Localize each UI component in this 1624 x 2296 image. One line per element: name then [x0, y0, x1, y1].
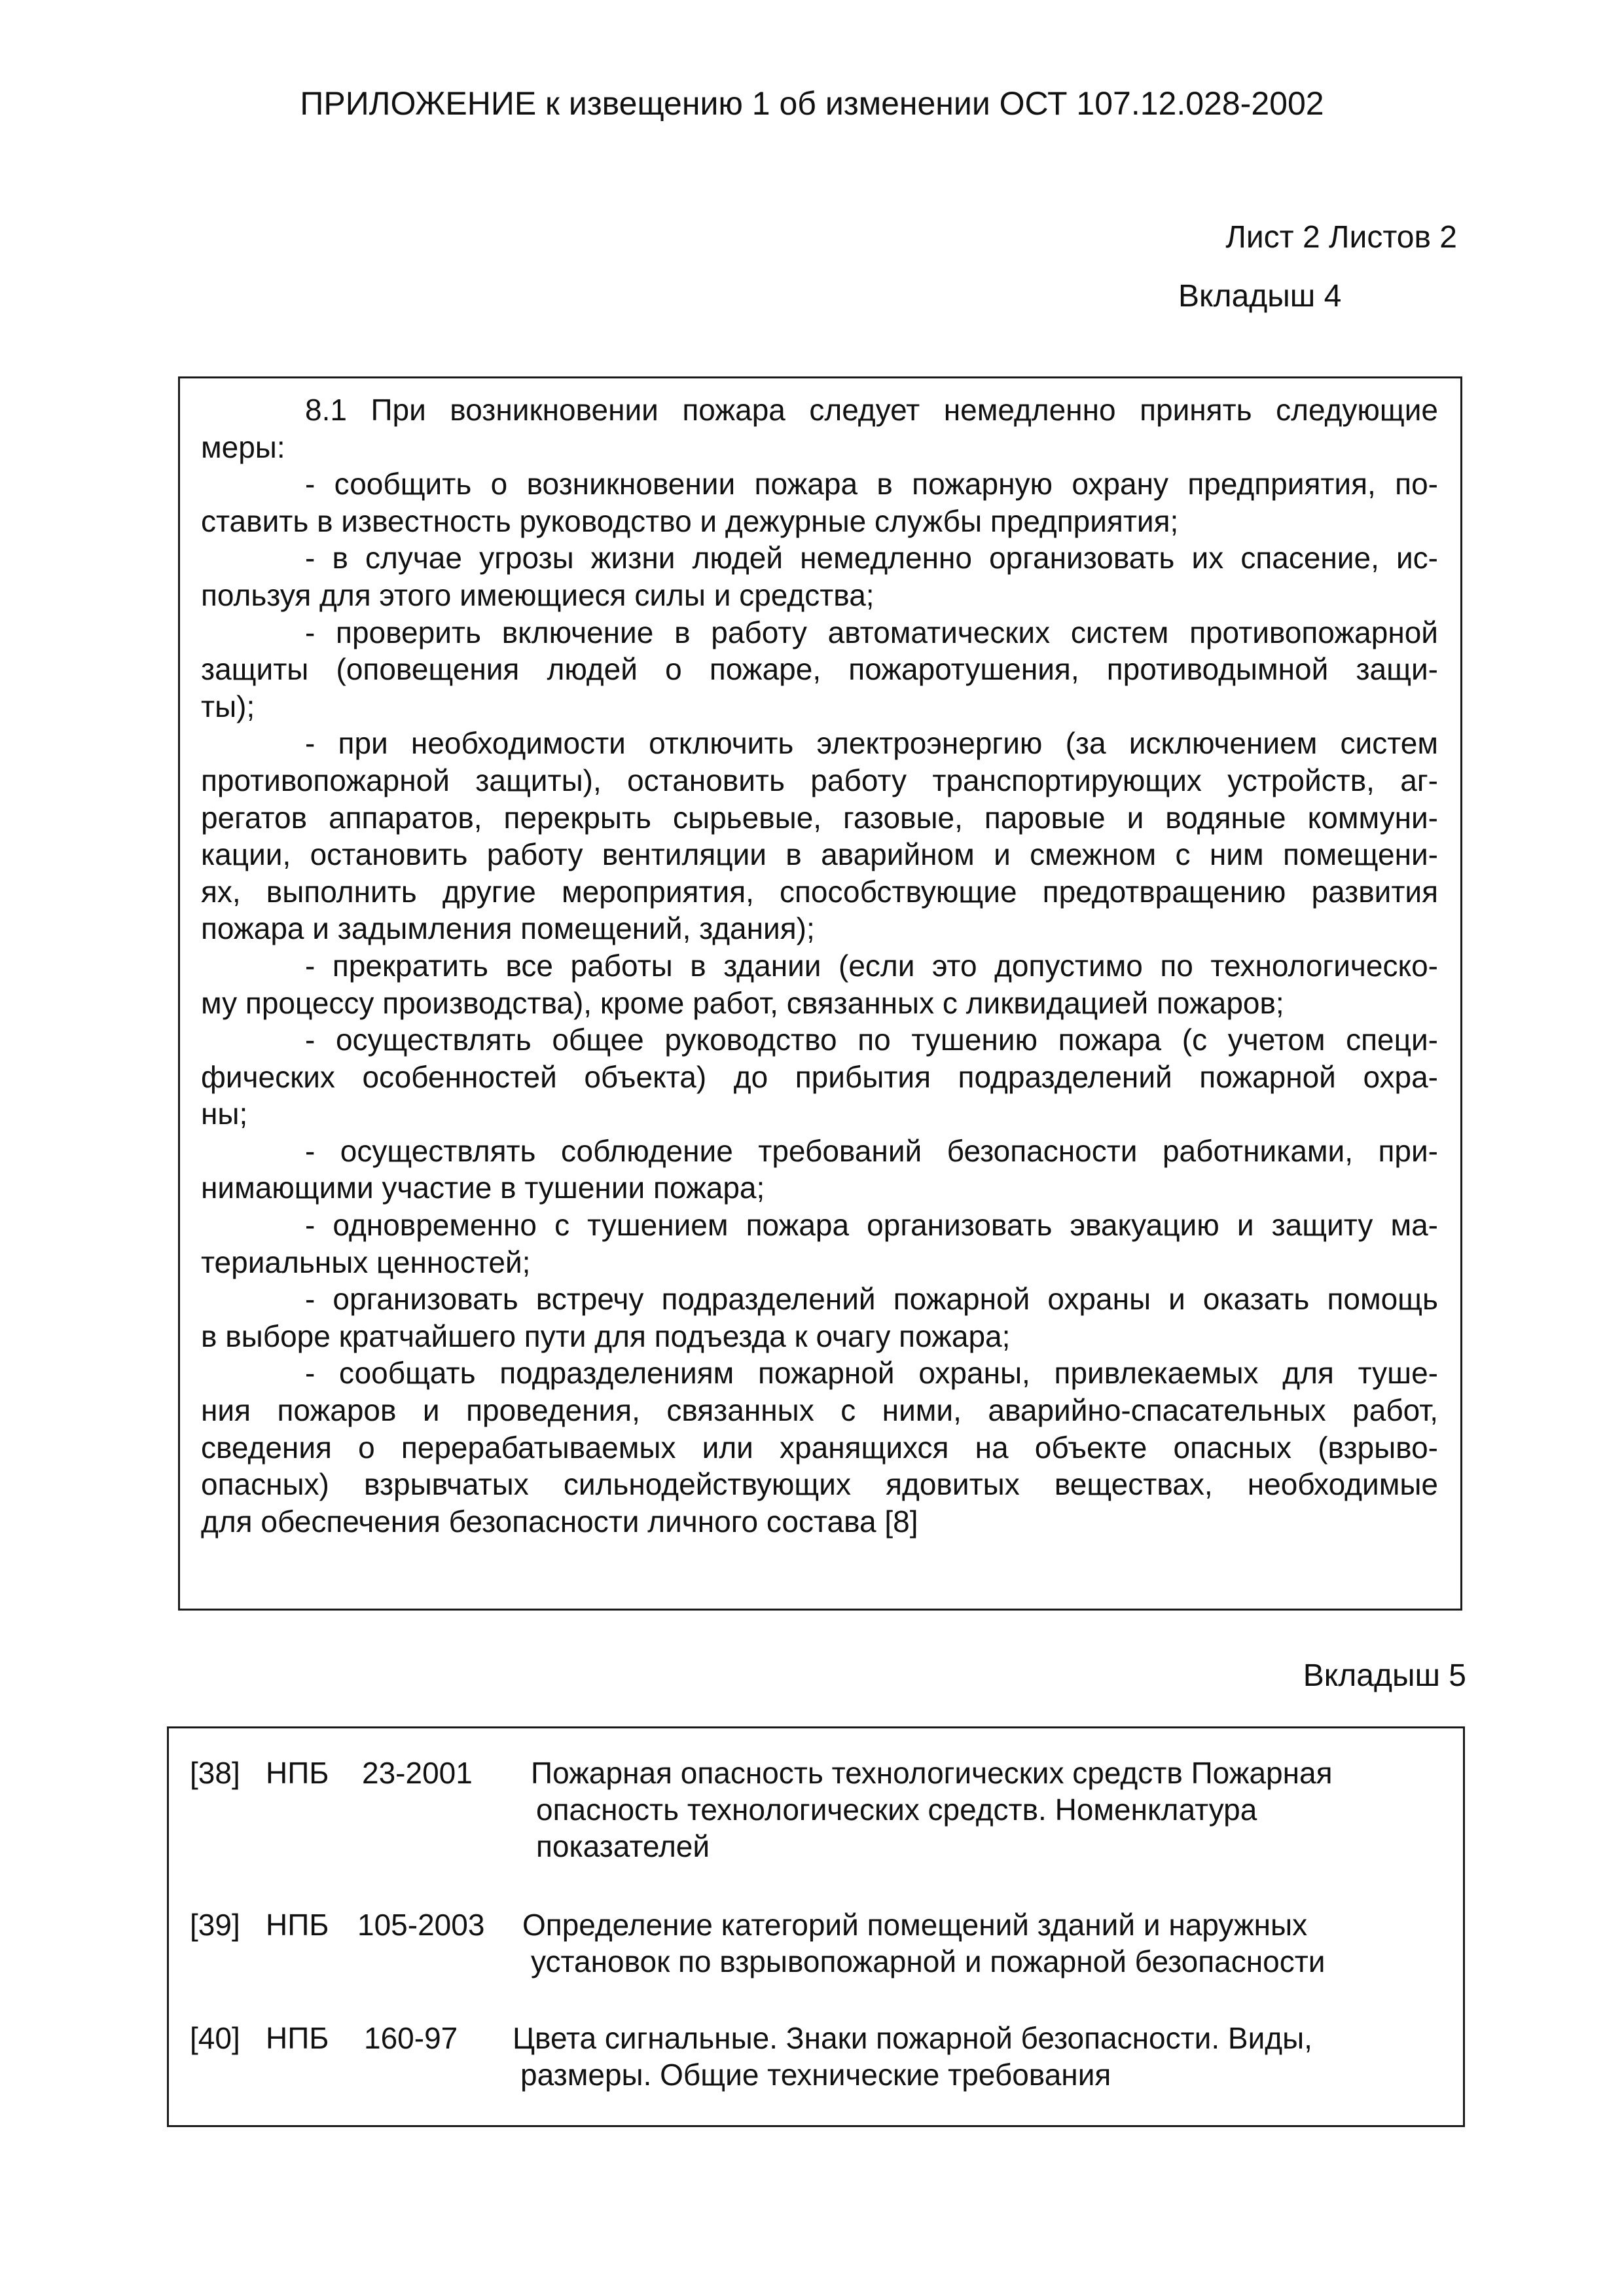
reference-entry	[169, 2020, 1463, 2098]
text-line: для обеспечения безопасности личного состава [8]	[201, 1504, 918, 1539]
reference-number: [40]	[190, 2021, 240, 2055]
text-line: му процессу производства), кроме работ, связанных с ликвидацией пожаров;	[201, 985, 1284, 1020]
reference-entry	[169, 1906, 1463, 1985]
reference-code: 160-97	[364, 2021, 458, 2055]
text-line: ны;	[201, 1097, 248, 1131]
reference-org: НПБ	[266, 2021, 329, 2055]
text-line: - проверить включение в работу автоматических систем противопожарной	[305, 615, 1438, 649]
text-line: - при необходимости отключить электроэнергию (за исключением систем	[305, 726, 1438, 761]
text-line: ях, выполнить другие мероприятия, способствующие предотвращению развития	[201, 874, 1438, 909]
reference-title-line: Определение категорий помещений зданий и наружных	[522, 1908, 1308, 1942]
reference-org: НПБ	[266, 1756, 329, 1790]
reference-title	[531, 1755, 1333, 1865]
text-line: 8.1 При возникновении пожара следует немедленно принять следующие	[305, 393, 1438, 427]
text-line: фических особенностей объекта) до прибытия подразделений пожарной охра-	[201, 1059, 1438, 1094]
section-8-1-frame	[178, 376, 1462, 1611]
reference-title-line: показателей	[536, 1829, 710, 1863]
references-frame	[167, 1726, 1465, 2127]
text-line: пользуя для этого имеющиеся силы и средства;	[201, 577, 875, 612]
text-line: - одновременно с тушением пожара организовать эвакуацию и защиту ма-	[305, 1208, 1438, 1243]
text-line: - сообщить о возникновении пожара в пожарную охрану предприятия, по-	[305, 467, 1438, 501]
text-line: противопожарной защиты), остановить работу транспортирующих устройств, аг-	[201, 763, 1438, 797]
text-line: ставить в известность руководство и дежурные службы предприятия;	[201, 503, 1179, 538]
sheet-info: Лист 2 Листов 2	[1225, 220, 1457, 255]
text-line: кации, остановить работу вентиляции в аварийном и смежном с ним помещени-	[201, 837, 1438, 872]
text-line: - прекратить все работы в здании (если это допустимо по технологическо-	[305, 948, 1438, 983]
text-line: регатов аппаратов, перекрыть сырьевые, газовые, паровые и водяные коммуни-	[201, 800, 1438, 835]
reference-title-line: Цвета сигнальные. Знаки пожарной безопасности. Виды,	[513, 2021, 1312, 2055]
text-line: - осуществлять соблюдение требований безопасности работниками, при-	[305, 1133, 1438, 1168]
reference-code: 105-2003	[357, 1908, 485, 1942]
text-line: нимающими участие в тушении пожара;	[201, 1171, 765, 1205]
reference-title-line: опасность технологических средств. Номенклатура	[536, 1793, 1257, 1827]
text-line: - в случае угрозы жизни людей немедленно организовать их спасение, ис-	[305, 541, 1438, 575]
reference-title-line: установок по взрывопожарной и пожарной безопасности	[531, 1944, 1326, 1978]
reference-number: [38]	[190, 1756, 240, 1790]
text-line: териальных ценностей;	[201, 1245, 531, 1279]
text-line: пожара и задымления помещений, здания);	[201, 911, 815, 946]
reference-title-line: Пожарная опасность технологических средств Пожарная	[531, 1756, 1333, 1790]
reference-number: [39]	[190, 1908, 240, 1942]
section-8-1-text	[201, 392, 1438, 1540]
reference-entry	[169, 1755, 1463, 1872]
text-line: сведения о перерабатываемых или хранящихся на объекте опасных (взрыво-	[201, 1430, 1438, 1465]
insert-5-label: Вкладыш 5	[1303, 1658, 1466, 1693]
insert-4-label: Вкладыш 4	[1178, 279, 1342, 314]
reference-title	[522, 1906, 1325, 1980]
text-line: защиты (оповещения людей о пожаре, пожаротушения, противодымной защи-	[201, 652, 1438, 687]
text-line: опасных) взрывчатых сильнодействующих ядовитых веществах, необходимые	[201, 1467, 1438, 1502]
text-line: ты);	[201, 689, 255, 723]
text-line: - сообщать подразделениям пожарной охраны, привлекаемых для туше-	[305, 1356, 1438, 1391]
text-line: - осуществлять общее руководство по тушению пожара (с учетом специ-	[305, 1023, 1438, 1057]
reference-code: 23-2001	[362, 1756, 473, 1790]
text-line: ния пожаров и проведения, связанных с ними, аварийно-спасательных работ,	[201, 1393, 1438, 1428]
document-header-title: ПРИЛОЖЕНИЕ к извещению 1 об изменении ОСТ 107.12.028-2002	[300, 85, 1324, 122]
text-line: - организовать встречу подразделений пожарной охраны и оказать помощь	[305, 1282, 1438, 1317]
reference-title-line: размеры. Общие технические требования	[520, 2058, 1111, 2092]
reference-title	[513, 2020, 1312, 2093]
reference-org: НПБ	[266, 1908, 329, 1942]
text-line: меры:	[201, 429, 285, 464]
text-line: в выборе кратчайшего пути для подъезда к очагу пожара;	[201, 1319, 1011, 1353]
